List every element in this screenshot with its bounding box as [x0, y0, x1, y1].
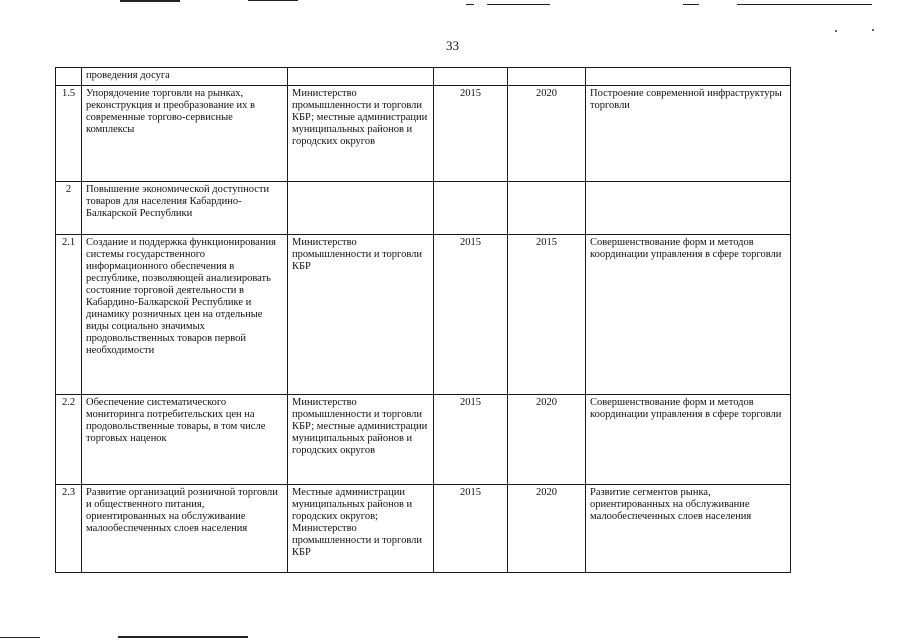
start-year-cell: 2015: [434, 235, 508, 395]
end-year-cell: 2020: [508, 395, 586, 485]
scan-artifact-top-3: [466, 4, 474, 5]
end-year-cell: [508, 68, 586, 86]
measure-cell: проведения досуга: [82, 68, 288, 86]
result-cell: Построение современной инфраструктуры торговли: [586, 86, 791, 182]
result-cell: Развитие сегментов рынка, ориентированных на обслуживание малообеспеченных слоев населения: [586, 485, 791, 573]
scan-artifact-bottom-2: [118, 636, 248, 638]
executor-cell: Министерство промышленности и торговли КБР; местные администрации муниципальных районов и городских округов: [288, 86, 434, 182]
executor-cell: Министерство промышленности и торговли КБР; местные администрации муниципальных районов и городских округов: [288, 395, 434, 485]
executor-cell: [288, 182, 434, 235]
start-year-cell: 2015: [434, 395, 508, 485]
executor-cell: Министерство промышленности и торговли КБР: [288, 235, 434, 395]
row-number: 2: [56, 182, 82, 235]
table-row: [56, 86, 791, 182]
table-row: [56, 395, 791, 485]
table-row: [56, 235, 791, 395]
row-number: 2.3: [56, 485, 82, 573]
table-row: [56, 485, 791, 573]
measure-cell: Обеспечение систематического мониторинга потребительских цен на продовольственные товары, в том числе торговых наценок: [82, 395, 288, 485]
scan-speck: [835, 30, 837, 32]
scan-artifact-bottom-1: [0, 637, 40, 638]
measures-table: [55, 67, 791, 573]
result-cell: [586, 68, 791, 86]
table-row: [56, 182, 791, 235]
measure-cell: Развитие организаций розничной торговли и общественного питания, ориентированных на обслуживание малообеспеченных слоев населения: [82, 485, 288, 573]
row-number: 2.1: [56, 235, 82, 395]
result-cell: Совершенствование форм и методов координации управления в сфере торговли: [586, 395, 791, 485]
scan-artifact-top-6: [737, 4, 872, 5]
result-cell: Совершенствование форм и методов координации управления в сфере торговли: [586, 235, 791, 395]
end-year-cell: 2015: [508, 235, 586, 395]
start-year-cell: 2015: [434, 485, 508, 573]
scan-speck: [872, 29, 874, 31]
scan-artifact-top-5: [683, 4, 699, 5]
start-year-cell: [434, 68, 508, 86]
scan-artifact-top-4: [487, 4, 550, 5]
end-year-cell: 2020: [508, 485, 586, 573]
executor-cell: [288, 68, 434, 86]
measure-cell: Создание и поддержка функционирования системы государственного информационного обеспечения в республике, позволяющей анализировать состояние торговой деятельности в Кабардино-Балкарской Республике и динамику розничных цен на отдельные виды социально значимых продовольственных товаров первой необходимости: [82, 235, 288, 395]
end-year-cell: [508, 182, 586, 235]
executor-cell: Местные администрации муниципальных районов и городских округов; Министерство промышленности и торговли КБР: [288, 485, 434, 573]
end-year-cell: 2020: [508, 86, 586, 182]
result-cell: [586, 182, 791, 235]
scan-artifact-top-2: [248, 0, 298, 1]
measure-cell: Повышение экономической доступности товаров для населения Кабардино-Балкарской Республики: [82, 182, 288, 235]
table-row: [56, 68, 791, 86]
measure-cell: Упорядочение торговли на рынках, реконструкция и преобразование их в современные торгово-сервисные комплексы: [82, 86, 288, 182]
row-number: [56, 68, 82, 86]
row-number: 1.5: [56, 86, 82, 182]
scan-artifact-top-1: [120, 0, 180, 2]
row-number: 2.2: [56, 395, 82, 485]
start-year-cell: [434, 182, 508, 235]
start-year-cell: 2015: [434, 86, 508, 182]
page-number: 33: [446, 38, 459, 53]
